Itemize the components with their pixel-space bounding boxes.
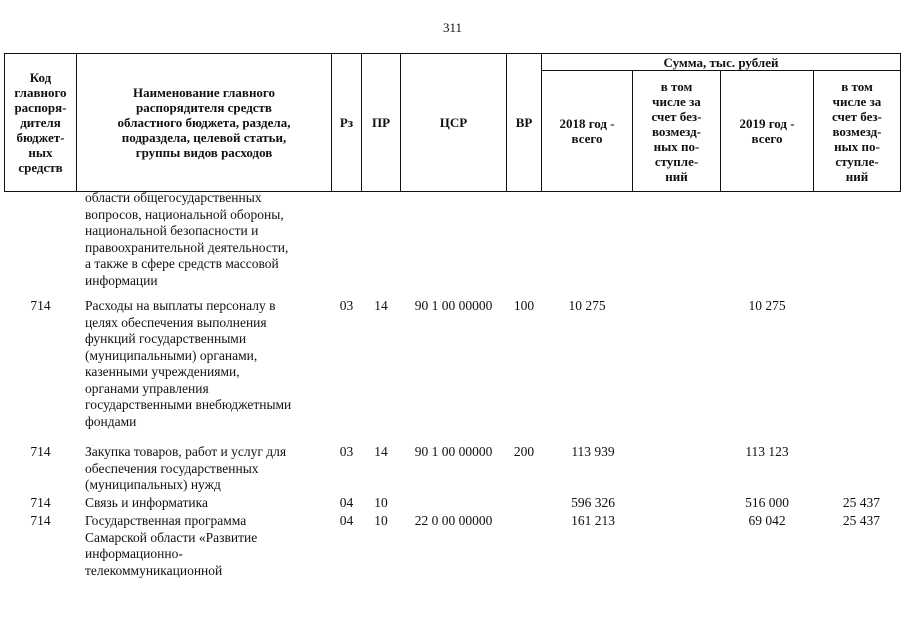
row-2019-incl: 25 437 xyxy=(842,495,880,510)
row-rz: 04 xyxy=(339,513,354,528)
col-divider xyxy=(900,53,901,192)
row-rz: 04 xyxy=(339,495,354,510)
header-2018-total: 2018 год - всего xyxy=(559,116,615,146)
row-name: Связь и информатика xyxy=(85,495,208,510)
row-pr: 14 xyxy=(374,444,388,459)
row-rz: 03 xyxy=(339,298,354,313)
header-2019-total: 2019 год - всего xyxy=(739,116,795,146)
row-vr: 200 xyxy=(513,444,535,459)
header-rz: Рз xyxy=(339,115,354,130)
row-2019-total: 69 042 xyxy=(748,513,786,528)
row-2019-total: 113 123 xyxy=(745,444,789,459)
row-code: 714 xyxy=(30,444,51,459)
row-name: Расходы на выплаты персоналу в целях обеспечения выполнения функций государственными (муниципальными) органами, казенными учреждениями, органами управления государственными внебюджетными фондами xyxy=(85,298,292,429)
row-2018-total: 10 275 xyxy=(568,298,606,313)
row-pr: 14 xyxy=(374,298,388,313)
row-rz: 03 xyxy=(339,444,354,459)
header-code: Код главного распоря- дителя бюджет- ных средств xyxy=(14,70,67,175)
row-2018-total: 161 213 xyxy=(571,513,615,528)
row-code: 714 xyxy=(30,495,51,510)
row-pr: 10 xyxy=(374,513,388,528)
header-2019-incl: в том числе за счет без- возмезд- ных по- ступле- ний xyxy=(832,78,882,184)
header-name: Наименование главного распорядителя средств областного бюджета, раздела, подраздела, целевой статьи, группы видов расходов xyxy=(117,85,291,160)
row-csr: 22 0 00 00000 xyxy=(414,513,493,528)
header-vr: ВР xyxy=(515,115,533,130)
row-vr: 100 xyxy=(513,298,535,313)
row-2019-total: 516 000 xyxy=(745,495,789,510)
row-csr: 90 1 00 00000 xyxy=(414,298,493,313)
header-csr: ЦСР xyxy=(439,115,468,130)
row-2018-total: 596 326 xyxy=(571,495,615,510)
page-number: 311 xyxy=(442,20,463,35)
row-name: Закупка товаров, работ и услуг для обеспечения государственных (муниципальных) нужд xyxy=(85,444,287,492)
row-code: 714 xyxy=(30,513,51,528)
header-pr: ПР xyxy=(371,115,391,130)
row-2019-incl: 25 437 xyxy=(842,513,880,528)
row-code: 714 xyxy=(30,298,51,313)
row-2019-total: 10 275 xyxy=(748,298,786,313)
row-name: Государственная программа Самарской области «Развитие информационно- телекоммуникационной xyxy=(85,513,258,578)
row-csr: 90 1 00 00000 xyxy=(414,444,493,459)
continuation-text: области общегосударственных вопросов, национальной обороны, национальной безопасности и правоохранительной деятельности, а также в сфере средств массовой информации xyxy=(85,190,289,288)
row-pr: 10 xyxy=(374,495,388,510)
row-2018-total: 113 939 xyxy=(571,444,615,459)
header-2018-incl: в том числе за счет без- возмезд- ных по- ступле- ний xyxy=(651,78,702,184)
header-sum: Сумма, тыс. рублей xyxy=(663,54,779,70)
